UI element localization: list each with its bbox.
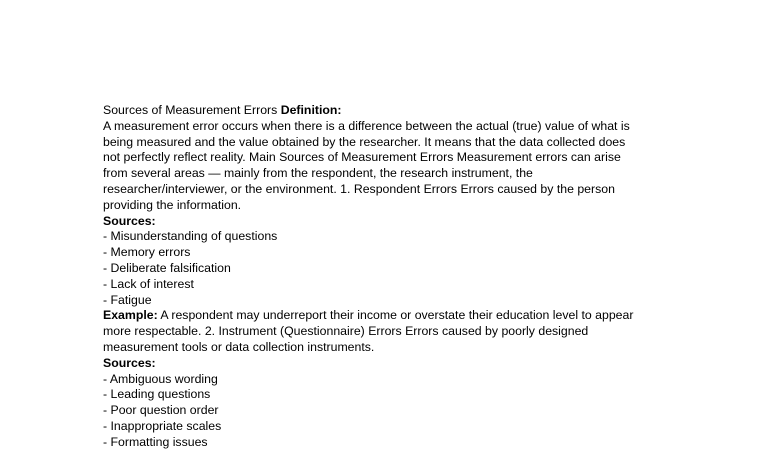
list-item: - Leading questions (103, 387, 211, 402)
list-item: - Formatting issues (103, 434, 208, 449)
title-line (103, 103, 683, 119)
definition-line: researcher/interviewer, or the environment. 1. Respondent Errors Errors caused by the person (103, 181, 615, 196)
list-item: - Deliberate falsification (103, 260, 231, 275)
list-item: - Lack of interest (103, 276, 194, 291)
example-line (103, 308, 683, 324)
example-label: Example: (103, 308, 158, 323)
definition-label: Definition: (280, 103, 342, 117)
definition-line: from several areas — mainly from the respondent, the research instrument, the (103, 166, 533, 181)
example-text: A respondent may underreport their income or overstate their education level to appear (157, 308, 634, 323)
list-item: - Poor question order (103, 403, 219, 418)
example-line: measurement tools or data collection instruments. (103, 339, 375, 354)
definition-line: A measurement error occurs when there is a difference between the actual (true) value of what is (103, 118, 630, 133)
sources-heading: Sources: (103, 355, 156, 370)
example-line: more respectable. 2. Instrument (Questionnaire) Errors Errors caused by poorly designed (103, 324, 589, 339)
list-item: - Ambiguous wording (103, 371, 218, 386)
document-body (103, 103, 683, 451)
list-item: - Memory errors (103, 245, 191, 260)
definition-line: being measured and the value obtained by the researcher. It means that the data collected does (103, 134, 626, 149)
definition-line: not perfectly reflect reality. Main Sources of Measurement Errors Measurement errors can arise (103, 150, 621, 165)
definition-line: providing the information. (103, 197, 242, 212)
document-title: Sources of Measurement Errors (103, 103, 278, 117)
list-item: - Misunderstanding of questions (103, 229, 278, 244)
sources-heading: Sources: (103, 213, 156, 228)
list-item: - Inappropriate scales (103, 418, 222, 433)
list-item: - Fatigue (103, 292, 152, 307)
